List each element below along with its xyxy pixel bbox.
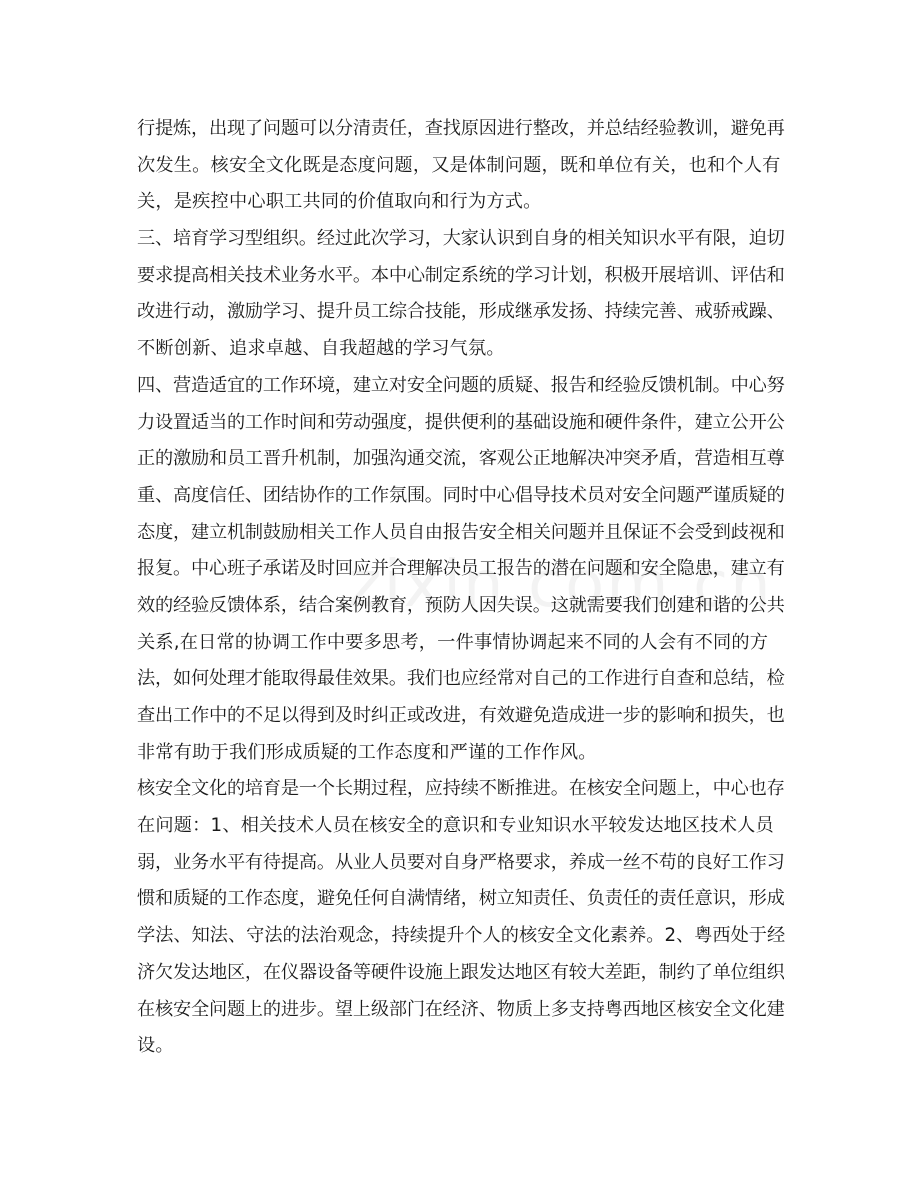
text-line: 学法、知法、守法的法治观念，持续提升个人的核安全文化素养。2、粤西处于经 bbox=[137, 925, 786, 947]
text-line: 改进行动，激励学习、提升员工综合技能，形成继承发扬、持续完善、戒骄戒躁、 bbox=[137, 301, 785, 323]
text-line: 重、高度信任、团结协作的工作氛围。同时中心倡导技术员对安全问题严谨质疑的 bbox=[137, 484, 785, 506]
text-line: 惯和质疑的工作态度，避免任何自满情绪，树立知责任、负责任的责任意识，形成 bbox=[137, 888, 785, 910]
text-line: 要求提高相关技术业务水平。本中心制定系统的学习计划，积极开展培训、评估和 bbox=[137, 264, 785, 286]
text-line: 在核安全问题上的进步。望上级部门在经济、物质上多支持粤西地区核安全文化建 bbox=[137, 998, 785, 1020]
document-body bbox=[137, 111, 787, 1065]
text-line: 三、培育学习型组织。经过此次学习，大家认识到自身的相关知识水平有限，迫切 bbox=[137, 228, 785, 250]
text-line: 非常有助于我们形成质疑的工作态度和严谨的工作作风。 bbox=[137, 741, 597, 763]
text-line: 四、营造适宜的工作环境，建立对安全问题的质疑、报告和经验反馈机制。中心努 bbox=[137, 374, 785, 396]
text-line: 力设置适当的工作时间和劳动强度，提供便利的基础设施和硬件条件，建立公开公 bbox=[137, 411, 785, 433]
text-line: 核安全文化的培育是一个长期过程，应持续不断推进。在核安全问题上，中心也存 bbox=[137, 778, 785, 800]
text-line: 正的激励和员工晋升机制，加强沟通交流，客观公正地解决冲突矛盾，营造相互尊 bbox=[137, 448, 785, 470]
text-line: 报复。中心班子承诺及时回应并合理解决员工报告的潜在问题和安全隐患，建立有 bbox=[137, 558, 785, 580]
text-line: 法，如何处理才能取得最佳效果。我们也应经常对自己的工作进行自查和总结，检 bbox=[137, 668, 785, 690]
text-line: 弱，业务水平有待提高。从业人员要对自身严格要求，养成一丝不苟的良好工作习 bbox=[137, 851, 785, 873]
text-line: 不断创新、追求卓越、自我超越的学习气氛。 bbox=[137, 338, 505, 360]
text-line: 次发生。核安全文化既是态度问题，又是体制问题，既和单位有关，也和个人有 bbox=[137, 154, 781, 176]
text-line: 查出工作中的不足以得到及时纠正或改进，有效避免造成进一步的影响和损失，也 bbox=[137, 705, 785, 726]
text-line: 济欠发达地区，在仪器设备等硬件设施上跟发达地区有较大差距，制约了单位组织 bbox=[137, 961, 785, 983]
text-line: 态度，建立机制鼓励相关工作人员自由报告安全相关问题并且保证不会受到歧视和 bbox=[137, 521, 785, 543]
text-line: 关系,在日常的协调工作中要多思考，一件事情协调起来不同的人会有不同的方 bbox=[137, 631, 769, 653]
text-line: 效的经验反馈体系，结合案例教育，预防人因失误。这就需要我们创建和谐的公共 bbox=[137, 594, 785, 616]
text-line: 行提炼，出现了问题可以分清责任，查找原因进行整改，并总结经验教训，避免再 bbox=[137, 118, 785, 139]
text-line: 设。 bbox=[137, 1035, 174, 1057]
text-line: 在问题：1、相关技术人员在核安全的意识和专业知识水平较发达地区技术人员 bbox=[137, 815, 774, 837]
text-line: 关，是疾控中心职工共同的价值取向和行为方式。 bbox=[137, 191, 542, 213]
